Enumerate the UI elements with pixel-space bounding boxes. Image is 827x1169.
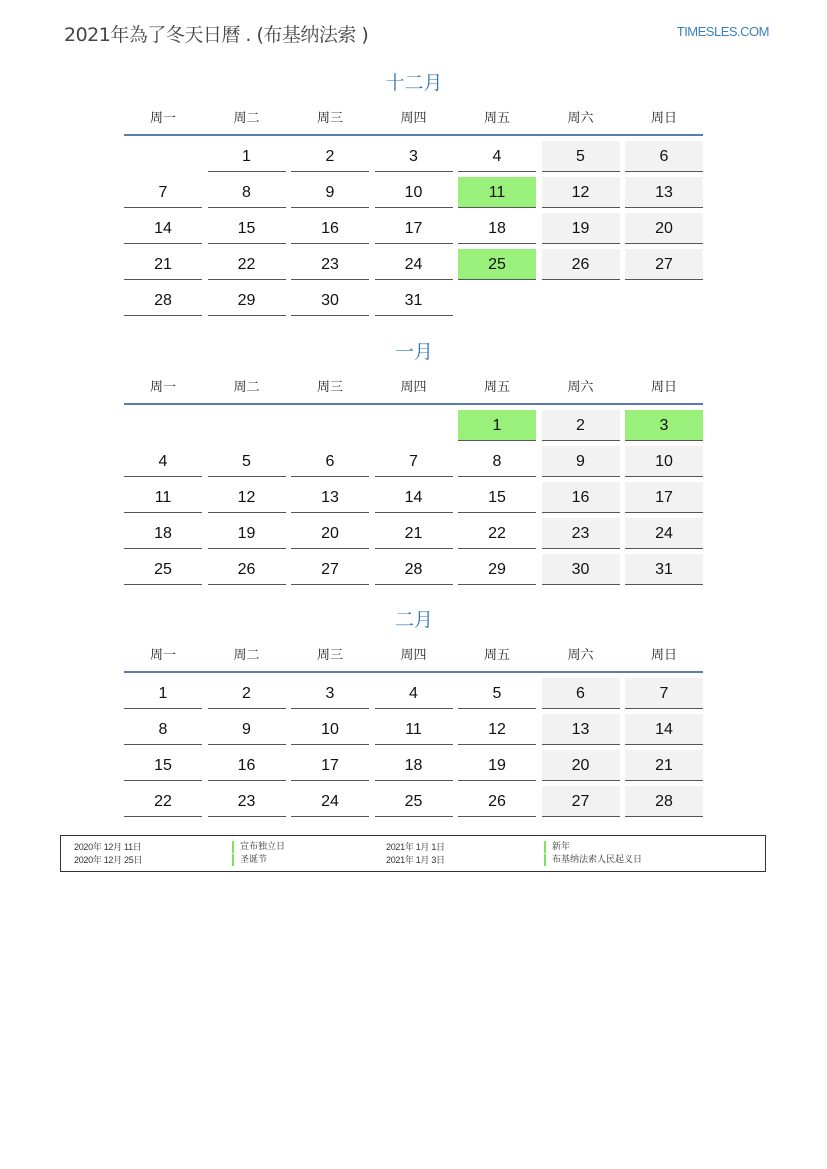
week-row (124, 750, 704, 786)
day-cell: 21 (375, 518, 453, 549)
day-cell: 4 (458, 141, 536, 172)
weekday-label: 周五 (483, 111, 510, 126)
holiday-legend (60, 835, 766, 872)
holiday-day-cell: 11 (458, 177, 536, 208)
day-cell: 9 (291, 177, 369, 208)
week-row (124, 249, 704, 285)
day-cell: 12 (458, 714, 536, 745)
weekday-label: 周二 (233, 648, 260, 663)
day-cell: 20 (625, 213, 703, 244)
week-row (124, 141, 704, 177)
weekday-label: 周六 (567, 648, 594, 663)
weekday-label: 周一 (149, 648, 176, 663)
legend-holiday-name: 新年 (544, 841, 570, 853)
day-cell: 15 (458, 482, 536, 513)
day-cell: 5 (208, 446, 286, 477)
day-cell: 29 (208, 285, 286, 316)
day-cell: 2 (291, 141, 369, 172)
legend-holiday-name: 圣诞节 (232, 854, 267, 866)
day-cell: 31 (625, 554, 703, 585)
week-row (124, 714, 704, 750)
day-cell: 19 (208, 518, 286, 549)
day-cell: 3 (291, 678, 369, 709)
day-cell: 23 (208, 786, 286, 817)
day-cell: 15 (208, 213, 286, 244)
day-cell: 14 (124, 213, 202, 244)
header-rule (124, 134, 703, 136)
weekday-label: 周日 (650, 111, 677, 126)
day-cell: 12 (542, 177, 620, 208)
day-cell: 4 (124, 446, 202, 477)
day-cell: 15 (124, 750, 202, 781)
day-cell: 25 (375, 786, 453, 817)
weekday-label: 周五 (483, 648, 510, 663)
day-cell: 5 (458, 678, 536, 709)
day-cell: 8 (124, 714, 202, 745)
header-rule (124, 403, 703, 405)
week-row (124, 177, 704, 213)
week-row (124, 786, 704, 822)
month-1 (124, 68, 704, 321)
day-cell: 21 (124, 249, 202, 280)
weekday-label: 周日 (650, 648, 677, 663)
day-cell: 11 (375, 714, 453, 745)
day-cell: 3 (375, 141, 453, 172)
day-cell: 22 (124, 786, 202, 817)
empty-day-cell (375, 410, 453, 441)
week-row (124, 518, 704, 554)
holiday-day-cell: 3 (625, 410, 703, 441)
legend-holiday-name: 布基纳法索人民起义日 (544, 854, 642, 866)
day-cell: 19 (458, 750, 536, 781)
day-cell: 28 (375, 554, 453, 585)
day-cell: 26 (208, 554, 286, 585)
day-cell: 7 (375, 446, 453, 477)
header-rule (124, 671, 703, 673)
day-cell: 31 (375, 285, 453, 316)
day-cell: 7 (625, 678, 703, 709)
day-cell: 5 (542, 141, 620, 172)
month-title: 二月 (394, 609, 433, 631)
day-cell: 23 (542, 518, 620, 549)
month-3 (124, 605, 704, 822)
day-cell: 14 (625, 714, 703, 745)
day-cell: 2 (542, 410, 620, 441)
day-cell: 17 (625, 482, 703, 513)
day-cell: 16 (208, 750, 286, 781)
day-cell: 10 (375, 177, 453, 208)
weekday-label: 周一 (149, 380, 176, 395)
week-row (124, 446, 704, 482)
day-cell: 1 (208, 141, 286, 172)
week-row (124, 213, 704, 249)
day-cell: 24 (625, 518, 703, 549)
holiday-day-cell: 1 (458, 410, 536, 441)
day-cell: 12 (208, 482, 286, 513)
day-cell: 20 (542, 750, 620, 781)
day-cell: 16 (542, 482, 620, 513)
weekday-label: 周三 (316, 111, 343, 126)
day-cell: 13 (291, 482, 369, 513)
day-cell: 26 (542, 249, 620, 280)
day-cell: 27 (542, 786, 620, 817)
day-cell: 17 (375, 213, 453, 244)
day-cell: 6 (291, 446, 369, 477)
day-cell: 19 (542, 213, 620, 244)
week-row (124, 678, 704, 714)
empty-day-cell (291, 410, 369, 441)
empty-day-cell (542, 285, 620, 316)
day-cell: 6 (625, 141, 703, 172)
day-cell: 29 (458, 554, 536, 585)
week-row (124, 482, 704, 518)
day-cell: 10 (291, 714, 369, 745)
weekday-label: 周三 (316, 380, 343, 395)
day-cell: 9 (208, 714, 286, 745)
day-cell: 11 (124, 482, 202, 513)
week-row (124, 554, 704, 590)
weekday-label: 周二 (233, 380, 260, 395)
legend-date: 2021年 1月 1日 (386, 842, 445, 852)
month-title: 一月 (394, 341, 433, 363)
day-cell: 18 (124, 518, 202, 549)
legend-holiday-name: 宣布独立日 (232, 841, 285, 853)
day-cell: 14 (375, 482, 453, 513)
weekday-label: 周五 (483, 380, 510, 395)
weekday-label: 周四 (400, 111, 427, 126)
day-cell: 27 (291, 554, 369, 585)
legend-date: 2020年 12月 11日 (74, 842, 142, 852)
day-cell: 6 (542, 678, 620, 709)
day-cell: 16 (291, 213, 369, 244)
day-cell: 28 (625, 786, 703, 817)
day-cell: 13 (542, 714, 620, 745)
empty-day-cell (124, 410, 202, 441)
week-row (124, 410, 704, 446)
day-cell: 13 (625, 177, 703, 208)
week-row (124, 285, 704, 321)
holiday-day-cell: 25 (458, 249, 536, 280)
site-link[interactable]: TIMESLES.COM (676, 24, 769, 39)
day-cell: 9 (542, 446, 620, 477)
day-cell: 26 (458, 786, 536, 817)
day-cell: 1 (124, 678, 202, 709)
weekday-label: 周一 (149, 111, 176, 126)
day-cell: 27 (625, 249, 703, 280)
weekday-label: 周四 (400, 648, 427, 663)
month-title: 十二月 (385, 72, 443, 94)
page-title: 2021年為了冬天日曆 . (布基纳法索 ) (64, 24, 369, 46)
day-cell: 30 (291, 285, 369, 316)
day-cell: 23 (291, 249, 369, 280)
day-cell: 8 (208, 177, 286, 208)
weekday-label: 周日 (650, 380, 677, 395)
legend-date: 2021年 1月 3日 (386, 855, 445, 865)
empty-day-cell (458, 285, 536, 316)
day-cell: 18 (375, 750, 453, 781)
day-cell: 22 (458, 518, 536, 549)
day-cell: 10 (625, 446, 703, 477)
day-cell: 20 (291, 518, 369, 549)
weekday-label: 周六 (567, 380, 594, 395)
day-cell: 8 (458, 446, 536, 477)
weekday-header (124, 641, 704, 671)
day-cell: 21 (625, 750, 703, 781)
month-2 (124, 337, 704, 590)
day-cell: 7 (124, 177, 202, 208)
weekday-label: 周六 (567, 111, 594, 126)
day-cell: 2 (208, 678, 286, 709)
weekday-label: 周三 (316, 648, 343, 663)
weekday-label: 周四 (400, 380, 427, 395)
day-cell: 24 (375, 249, 453, 280)
empty-day-cell (208, 410, 286, 441)
weekday-header (124, 104, 704, 134)
legend-date: 2020年 12月 25日 (74, 855, 143, 865)
day-cell: 25 (124, 554, 202, 585)
day-cell: 28 (124, 285, 202, 316)
weekday-header (124, 373, 704, 403)
day-cell: 17 (291, 750, 369, 781)
day-cell: 24 (291, 786, 369, 817)
empty-day-cell (625, 285, 703, 316)
day-cell: 22 (208, 249, 286, 280)
day-cell: 18 (458, 213, 536, 244)
empty-day-cell (124, 141, 202, 172)
weekday-label: 周二 (233, 111, 260, 126)
day-cell: 4 (375, 678, 453, 709)
day-cell: 30 (542, 554, 620, 585)
